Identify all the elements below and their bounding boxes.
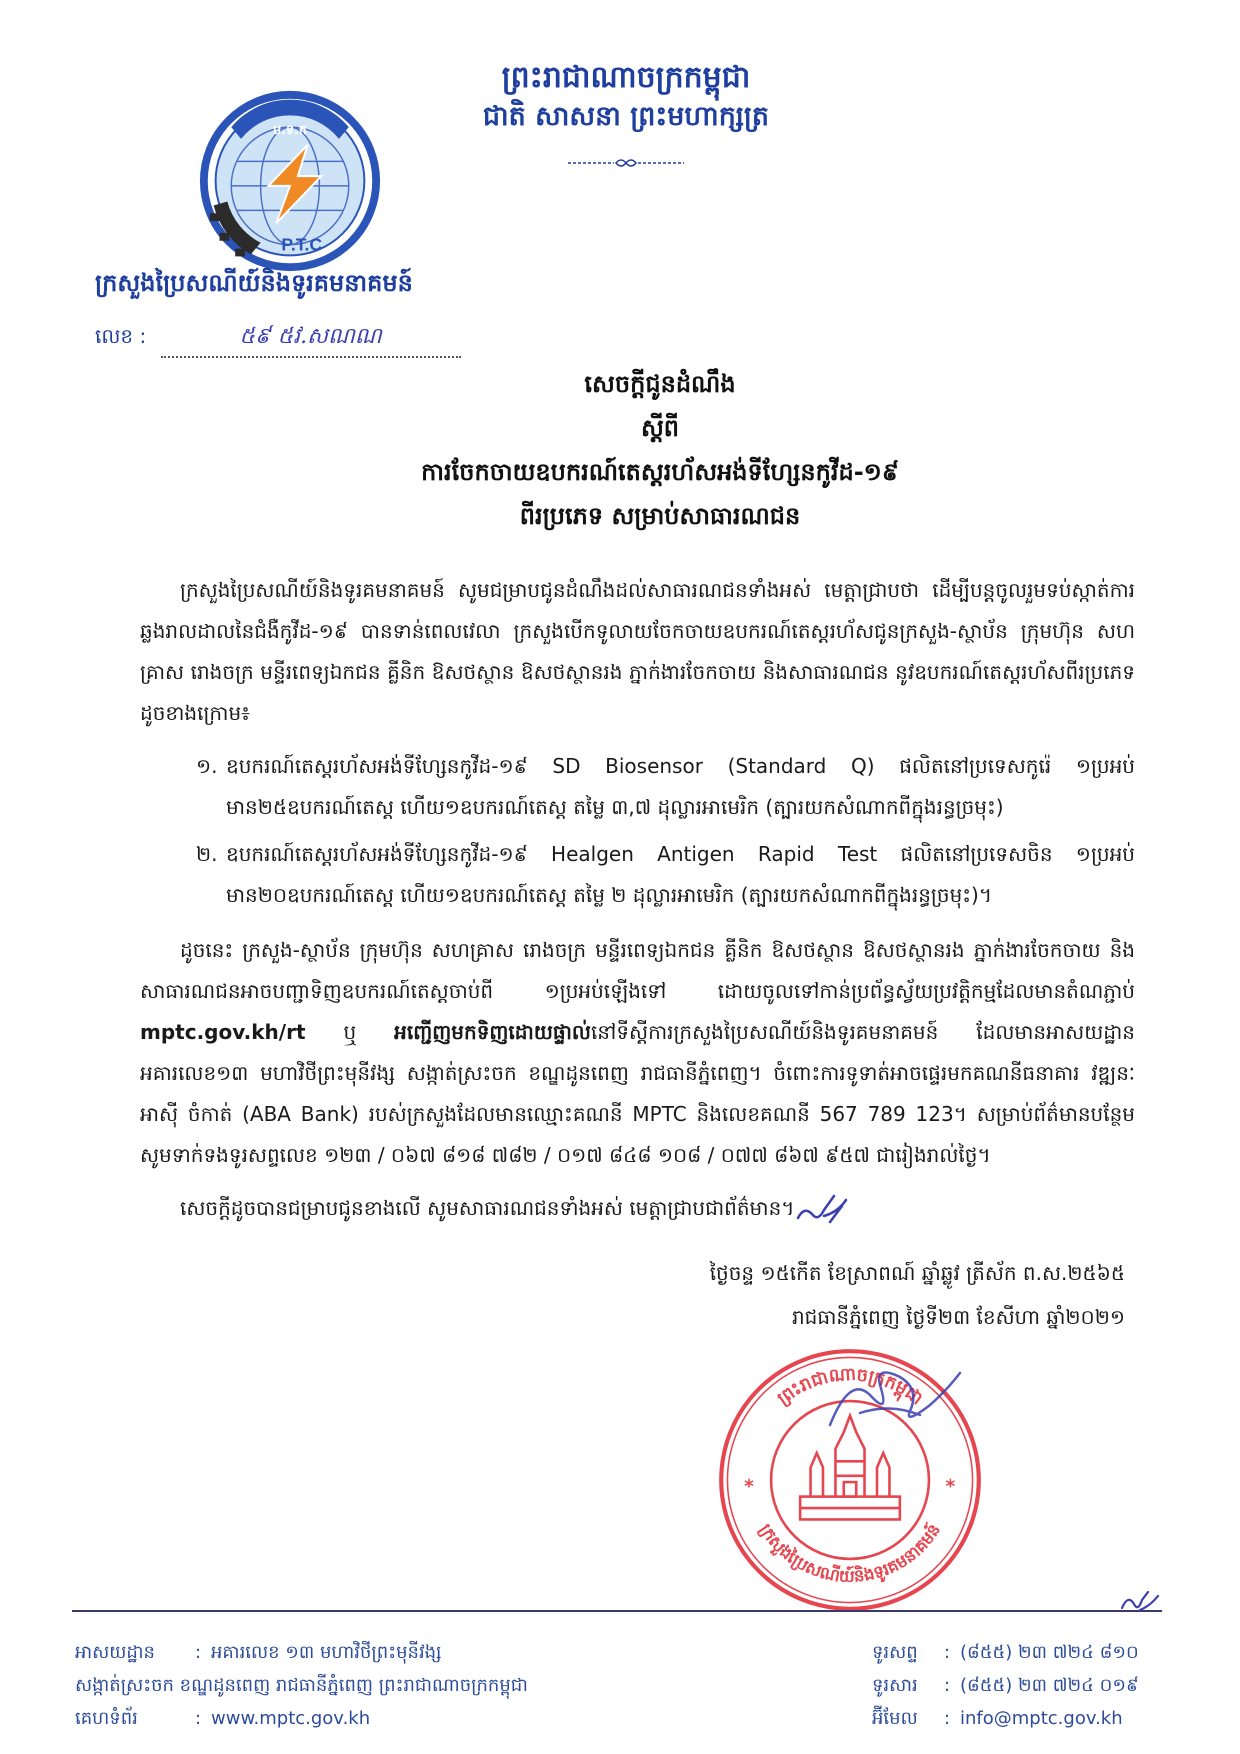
list-item-text: ឧបករណ៍តេស្តរហ័សអង់ទីហ្សែនកូវីដ-១៩ SD Biosensor (Standard Q) ផលិតនៅប្រទេសកូរ៉េ ១ប្រអប់ មាន២៥ឧបករណ៍តេស្ត ហើយ១ឧបករណ៍តេស្ត តម្លៃ ៣,៧ ដុល្លារអាមេរិក (ត្បារយកសំណាកពីក្នុងរន្ធច្រមុះ) bbox=[226, 754, 1135, 819]
list-item bbox=[196, 834, 1135, 916]
kingdom-name: ព្រះរាជាណាចក្រកម្ពុជា bbox=[501, 60, 751, 95]
order-text-part-2: ឬ bbox=[305, 1020, 395, 1044]
email-address: info@mptc.gov.kh bbox=[960, 1708, 1123, 1729]
separator: : bbox=[194, 1708, 202, 1729]
svg-text:*: * bbox=[744, 1476, 754, 1498]
footer-address-line bbox=[75, 1636, 775, 1669]
lunar-date: ថ្ងៃចន្ទ ១៥កើត ខែស្រាពណ៍ ឆ្នាំឆ្លូវ ត្រីស័ក ព.ស.២៥៦៥ bbox=[709, 1261, 1125, 1285]
svg-text:*: * bbox=[945, 1476, 956, 1498]
seal-star-icon bbox=[744, 1476, 955, 1497]
reference-number-line bbox=[95, 322, 461, 358]
phone-number: (៨៥៥) ២៣ ៧២៤ ៨១០ bbox=[960, 1642, 1139, 1663]
separator: : bbox=[943, 1675, 951, 1696]
address-line-2: សង្កាត់ស្រះចក ខណ្ឌដូនពេញ រាជធានីភ្នំពេញ ព្រះរាជាណាចក្រកម្ពុជា bbox=[75, 1675, 528, 1696]
address-line-1: អគារលេខ ១៣ មហាវិថីព្រះមុនីវង្ស bbox=[211, 1642, 442, 1663]
order-in-person-phrase: អញ្ជើញមកទិញដោយផ្ទាល់ bbox=[394, 1020, 591, 1044]
title-line-4: ពីរប្រភេទ សម្រាប់សាធារណជន bbox=[519, 502, 801, 530]
ornamental-divider-icon bbox=[566, 156, 686, 170]
footer-email-line bbox=[872, 1702, 1202, 1735]
email-label: អ៊ីមែល bbox=[872, 1708, 918, 1729]
website-label: គេហទំព័រ bbox=[75, 1708, 138, 1729]
intro-paragraph: ក្រសួងប្រៃសណីយ៍និងទូរគមនាគមន៍ សូមជម្រាបជូនដំណឹងដល់សាធារណជនទាំងអស់ មេត្តាជ្រាបថា ដើម្បីបន្តចូលរួមទប់ស្កាត់ការឆ្លងរាលដាលនៃជំងឺកូវីដ-១៩ បានទាន់ពេលវេលា ក្រសួងបើកទូលាយចែកចាយឧបករណ៍តេស្តរហ័សជូនក្រសួង-ស្ថាប័ន ក្រុមហ៊ុន សហគ្រាស រោងចក្រ មន្ទីរពេទ្យឯកជន គ្លីនិក ឱសថស្ថាន ឱសថស្ថានរង ភ្នាក់ងារចែកចាយ និងសាធារណជន នូវឧបករណ៍តេស្តរហ័សពីរប្រភេទដូចខាងក្រោម៖ bbox=[140, 578, 1135, 725]
separator: : bbox=[943, 1642, 951, 1663]
list-item bbox=[196, 746, 1135, 828]
title-line-1: សេចក្តីជូនដំណឹង bbox=[584, 370, 736, 398]
closing-text: សេចក្តីដូចបានជម្រាបជូនខាងលើ សូមសាធារណជនទាំងអស់ មេត្តាជ្រាបជាព័ត៌មាន។ bbox=[180, 1196, 795, 1220]
list-item-text: ឧបករណ៍តេស្តរហ័សអង់ទីហ្សែនកូវីដ-១៩ Healgen Antigen Rapid Test ផលិតនៅប្រទេសចិន ១ប្រអប់ មាន២០ឧបករណ៍តេស្ត ហើយ១ឧបករណ៍តេស្ត តម្លៃ ២ ដុល្លារអាមេរិក (ត្បារយកសំណាកពីក្នុងរន្ធច្រមុះ)។ bbox=[226, 842, 1135, 907]
seal-top-text: ព្រះរាជាណាចក្រកម្ពុជា bbox=[774, 1364, 927, 1410]
order-text-part-3: នៅទីស្តីការក្រសួងប្រៃសណីយ៍និងទូរគមនាគមន៍ ដែលមានអាសយដ្ឋាន អគារលេខ១៣ មហាវិថីព្រះមុនីវង្ស សង្កាត់ស្រះចក ខណ្ឌដូនពេញ រាជធានីភ្នំពេញ។ ចំពោះការទូទាត់អាចផ្ទេរមកគណនីធនាគារ វឌ្ឍនៈ អាស៊ី ចំកាត់ (ABA Bank) របស់ក្រសួងដែលមានឈ្មោះគណនី MPTC និងលេខគណនី 567 789 123។ សម្រាប់ព័ត៌មានបន្ថែម សូមទាក់ទងទូរសព្ទលេខ ១២៣ / ០៦៧ ៨១៨ ៧៨២ / ០១៧ ៨៤៨ ១០៨ / ០៧៧ ៨៦៧ ៩៥៧ ជារៀងរាល់ថ្ងៃ។ bbox=[140, 1020, 1135, 1167]
list-item-number: ១. bbox=[196, 754, 218, 778]
list-item-number: ២. bbox=[196, 842, 218, 866]
solar-date: រាជធានីភ្នំពេញ ថ្ងៃទី២៣ ខែសីហា ឆ្នាំ២០២១ bbox=[791, 1305, 1125, 1329]
date-block bbox=[140, 1251, 1135, 1339]
phone-label: ទូរសព្ទ bbox=[872, 1642, 918, 1663]
reference-label: លេខ : bbox=[95, 324, 147, 348]
footer-divider bbox=[72, 1610, 1162, 1612]
reference-number: ៥៩ ៥វ.សណណ bbox=[239, 324, 382, 349]
logo-bottom-text: P.T.C bbox=[281, 234, 323, 255]
footer-address-block bbox=[75, 1636, 775, 1735]
fax-label: ទូរសារ bbox=[872, 1675, 918, 1696]
title-line-2: ស្តីពី bbox=[640, 414, 680, 442]
ministry-logo bbox=[192, 88, 388, 274]
footer-contact-block bbox=[872, 1636, 1202, 1735]
notice-title bbox=[260, 362, 1060, 538]
reference-field bbox=[161, 322, 461, 358]
svg-text:ក្រសួងប្រៃសណីយ៍និងទូរគមនាគមន៍ bbox=[755, 1520, 944, 1586]
kingdom-header bbox=[416, 58, 836, 170]
notice-body bbox=[140, 570, 1135, 1339]
footer-phone-line bbox=[872, 1636, 1202, 1669]
closing-paragraph bbox=[140, 1188, 1135, 1229]
handwritten-page-mark-icon bbox=[1118, 1588, 1162, 1616]
national-motto: ជាតិ សាសនា ព្រះមហាក្សត្រ bbox=[482, 101, 770, 132]
separator: : bbox=[943, 1708, 951, 1729]
footer-fax-line bbox=[872, 1669, 1202, 1702]
logo-top-text: ប.ទ.ក bbox=[273, 122, 307, 138]
order-text-part-1: ដូចនេះ ក្រសួង-ស្ថាប័ន ក្រុមហ៊ុន សហគ្រាស រោងចក្រ មន្ទីរពេទ្យឯកជន គ្លីនិក ឱសថស្ថាន ឱសថស្ថានរង ភ្នាក់ងារចែកចាយ និងសាធារណជនអាចបញ្ជាទិញឧបករណ៍តេស្តចាប់ពី ១ប្រអប់ឡើងទៅ ដោយចូលទៅកាន់ប្រព័ន្ធស្វ័យប្រវត្តិកម្មដែលមានតំណភ្ជាប់ bbox=[140, 938, 1135, 1003]
address-label: អាសយដ្ឋាន bbox=[75, 1642, 155, 1663]
footer-website-line bbox=[75, 1702, 775, 1735]
order-link: mptc.gov.kh/rt bbox=[140, 1020, 306, 1044]
ministry-name: ក្រសួងប្រៃសណីយ៍និងទូរគមនាគមន៍ bbox=[95, 269, 413, 297]
fax-number: (៨៥៥) ២៣ ៧២៤ ០១៩ bbox=[960, 1675, 1139, 1696]
order-paragraph bbox=[140, 930, 1135, 1176]
separator: : bbox=[194, 1642, 202, 1663]
title-line-3: ការចែកចាយឧបករណ៍តេស្តរហ័សអង់ទីហ្សែនកូវីដ-១៩ bbox=[421, 458, 899, 486]
handwritten-signature bbox=[820, 1355, 970, 1445]
seal-bottom-text: ក្រសួងប្រៃសណីយ៍និងទូរគមនាគមន៍ bbox=[755, 1520, 945, 1586]
handwritten-initial-icon bbox=[794, 1192, 854, 1228]
website-url: www.mptc.gov.kh bbox=[211, 1708, 371, 1729]
